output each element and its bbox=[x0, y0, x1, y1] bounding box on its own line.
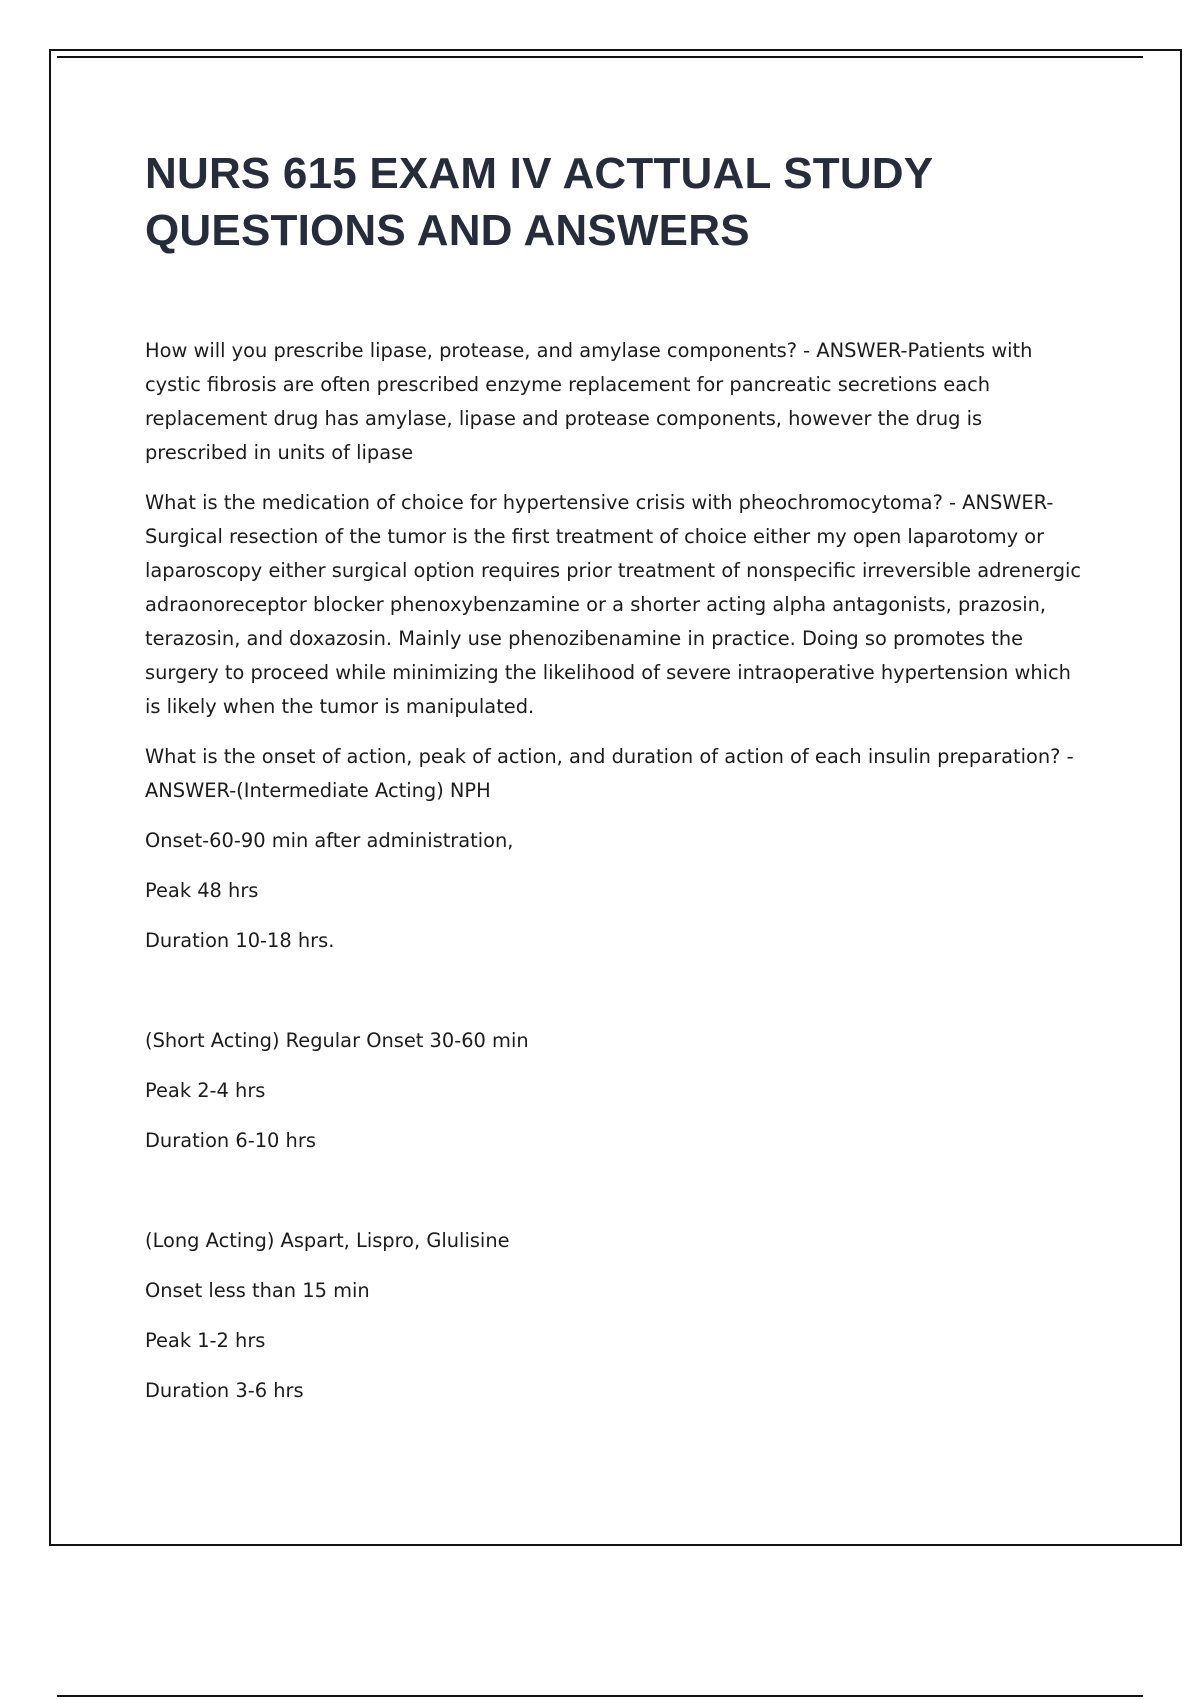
rapid-duration-line: Duration 3-6 hrs bbox=[145, 1379, 304, 1402]
section-spacer bbox=[145, 1174, 1090, 1224]
qa-paragraph-lipase: How will you prescribe lipase, protease, and amylase components? - ANSWER-Patients with cystic fibrosis are often prescribed enzyme replacement for pancreatic secretions each replacement drug has amylase, lipase and protease components, however the drug is prescribed in units of lipase bbox=[145, 339, 1033, 464]
qa-paragraph-pheochromocytoma: What is the medication of choice for hypertensive crisis with pheochromocytoma? - ANSWER-Surgical resection of the tumor is the first treatment of choice either my open laparotomy or laparoscopy either surgical option requires prior treatment of nonspecific irreversible adrenergic adraonoreceptor blocker phenoxybenzamine or a shorter acting alpha antagonists, prazosin, terazosin, and doxazosin. Mainly use phenozibenamine in practice. Doing so promotes the surgery to proceed while minimizing the likelihood of severe intraoperative hypertension which is likely when the tumor is manipulated. bbox=[145, 491, 1082, 718]
document-content bbox=[145, 145, 1090, 1424]
rapid-heading-line: (Long Acting) Aspart, Lispro, Glulisine bbox=[145, 1229, 510, 1252]
nph-duration-line: Duration 10-18 hrs. bbox=[145, 929, 335, 952]
rapid-onset-line: Onset less than 15 min bbox=[145, 1279, 370, 1302]
rapid-peak-line: Peak 1-2 hrs bbox=[145, 1329, 266, 1352]
qa-paragraph-insulin: What is the onset of action, peak of action, and duration of action of each insulin preparation? - ANSWER-(Intermediate Acting) NPH bbox=[145, 745, 1074, 802]
section-spacer bbox=[145, 974, 1090, 1024]
bottom-rule-divider bbox=[57, 1695, 1143, 1697]
nph-peak-line: Peak 48 hrs bbox=[145, 879, 259, 902]
regular-duration-line: Duration 6-10 hrs bbox=[145, 1129, 316, 1152]
regular-onset-line: (Short Acting) Regular Onset 30-60 min bbox=[145, 1029, 529, 1052]
nph-onset-line: Onset-60-90 min after administration, bbox=[145, 829, 514, 852]
document-title: NURS 615 EXAM IV ACTTUAL STUDY QUESTIONS AND ANSWERS bbox=[145, 149, 933, 255]
regular-peak-line: Peak 2-4 hrs bbox=[145, 1079, 266, 1102]
document-body bbox=[145, 334, 1090, 1408]
top-rule-divider bbox=[57, 56, 1143, 58]
